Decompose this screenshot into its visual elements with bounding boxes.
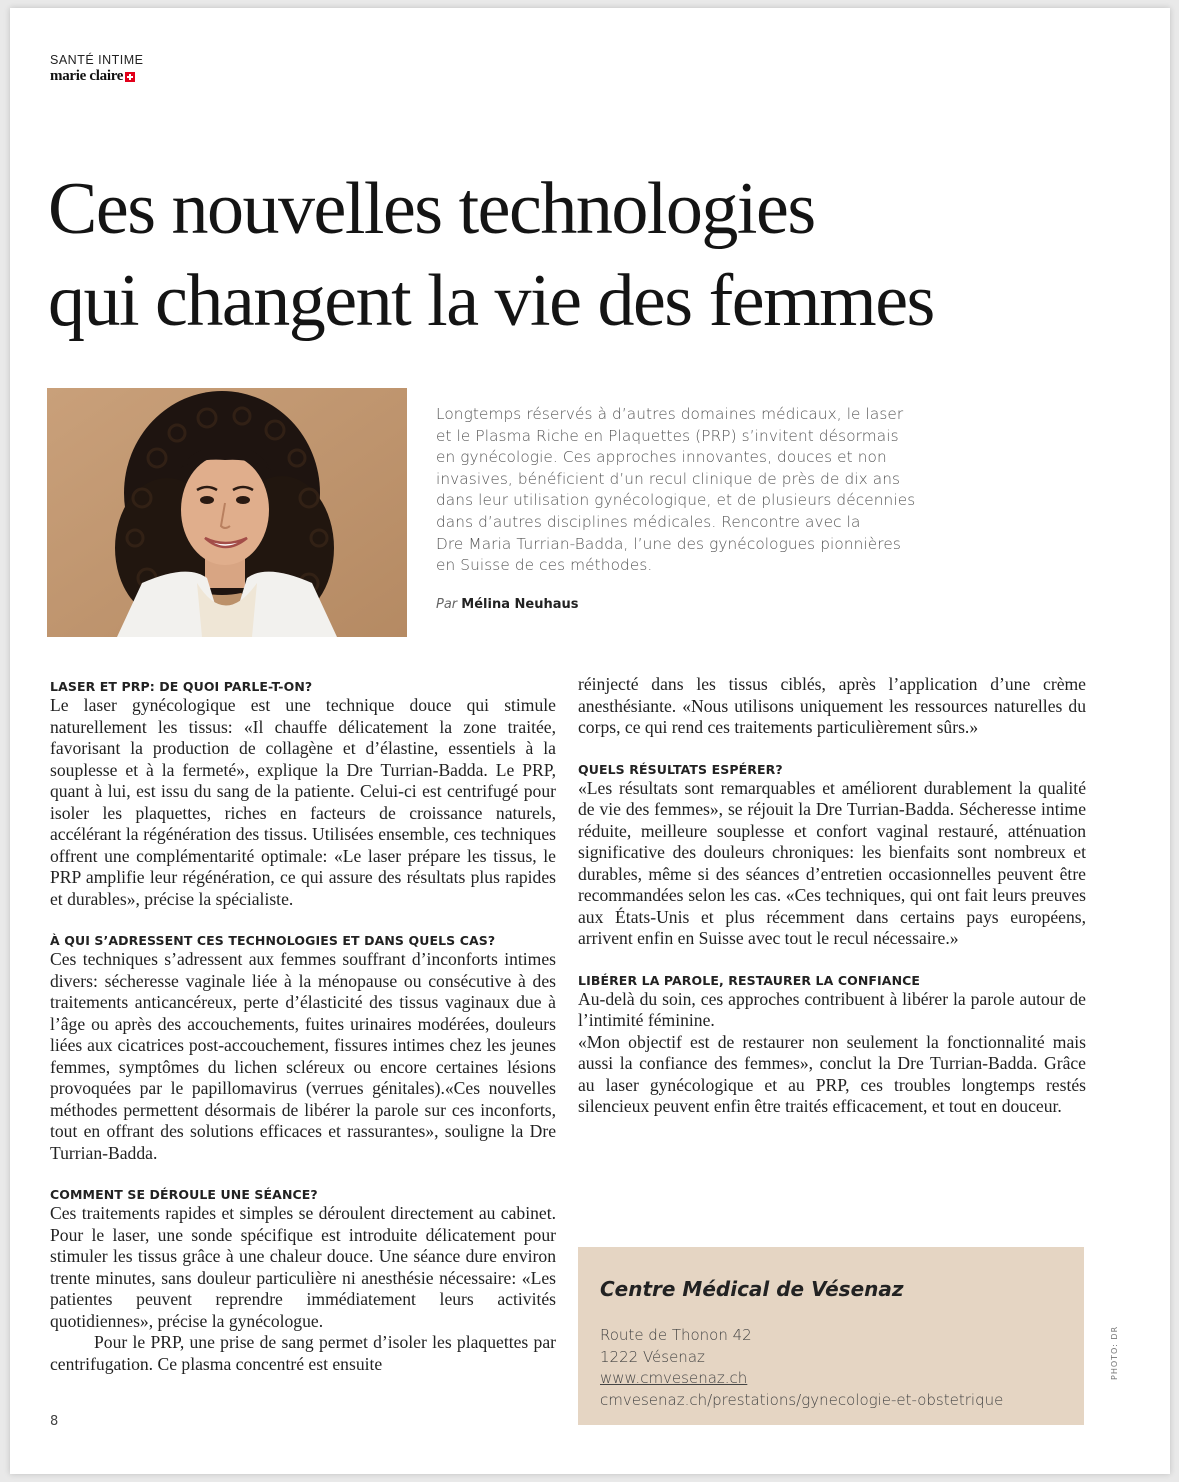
intro-line: dans d’autres disciplines médicales. Rencontre avec la [436, 512, 861, 531]
intro-line: en Suisse de ces méthodes. [436, 556, 653, 575]
section-heading: À QUI S’ADRESSENT CES TECHNOLOGIES ET DANS QUELS CAS? [50, 933, 496, 948]
intro-paragraph [436, 404, 956, 577]
section-body: Ces traitements rapides et simples se déroulent directement au cabinet. Pour le laser, une sonde spécifique est introduite délicatement pour stimuler les tissus grâce à une chaleur douce. Une séance dure environ trente minutes, sans douleur particulière ni anesthésie nécessaire: «Les patientes peuvent reprendre immédiatement leurs activités quotidiennes», précise la gynécologue. [50, 1203, 556, 1331]
clinic-name: Centre Médical de Vésenaz [600, 1277, 904, 1301]
clinic-address-street: Route de Thonon 42 [600, 1326, 752, 1344]
clinic-details [600, 1325, 1003, 1411]
magazine-page [10, 8, 1170, 1474]
photo-credit: PHOTO: DR [1110, 1325, 1119, 1380]
intro-line: et le Plasma Riche en Plaquettes (PRP) s’invitent désormais [436, 426, 899, 445]
section-heading: COMMENT SE DÉROULE UNE SÉANCE? [50, 1187, 318, 1202]
section-heading: QUELS RÉSULTATS ESPÉRER? [578, 761, 783, 777]
section-label: SANTÉ INTIME [50, 53, 144, 67]
intro-line: Dre Maria Turrian-Badda, l’une des gynécologues pionnières [436, 534, 901, 553]
clinic-service-url[interactable]: cmvesenaz.ch/prestations/gynecologie-et-obstetrique [600, 1390, 1004, 1409]
section-heading: LIBÉRER LA PAROLE, RESTAURER LA CONFIANCE [578, 972, 921, 988]
intro-line: Longtemps réservés à d’autres domaines médicaux, le laser [436, 405, 904, 423]
portrait-illustration [47, 388, 407, 637]
headline [48, 163, 1128, 347]
author-name: Mélina Neuhaus [461, 597, 579, 612]
intro-line: dans leur utilisation gynécologique, et de plusieurs décennies [436, 491, 916, 510]
headline-line-1: Ces nouvelles technologies [48, 168, 815, 250]
clinic-address-city: 1222 Vésenaz [600, 1347, 705, 1366]
clinic-info-box [578, 1247, 1084, 1425]
clinic-website-link[interactable]: www.cmvesenaz.ch [600, 1369, 748, 1387]
section-body: Pour le PRP, une prise de sang permet d’isoler les plaquettes par centrifugation. Ce plasma concentré est ensuite [50, 1332, 556, 1374]
article-column-left [50, 676, 556, 1375]
section-body: «Les résultats sont remarquables et améliorent durablement la qualité de vie des femmes», se réjouit la Dre Turrian-Badda. Sécheresse intime réduite, meilleure souplesse et confort vaginal restauré, atténuation significative des douleurs chroniques: les bienfaits sont nombreux et durables, même si des séances d’entretien occasionnelles peuvent être recommandées selon les cas. «Ces techniques, qui ont fait leurs preuves aux États-Unis et plus récemment dans certains pays européens, arrivent enfin en Suisse avec tout le recul nécessaire.» [578, 777, 1086, 948]
section-body: réinjecté dans les tissus ciblés, après l’application d’une crème anesthésiante. «Nous utilisons uniquement les ressources naturelles du corps, ce qui rend ces traitements particulièrement sûrs.» [578, 674, 1086, 737]
section-body: Le laser gynécologique est une technique douce qui stimule naturellement les tissus: «Il chauffe délicatement la zone traitée, favorisant la production de collagène et d’élastine, essentiels à la souplesse et à la fermeté», explique la Dre Turrian-Badda. Le PRP, quant à lui, est issu du sang de la patiente. Celui-ci est centrifugé pour isoler les plaquettes, riches en facteurs de croissance naturels, accélérant la régénération des tissus. Utilisées ensemble, ces techniques offrent une complémentarité optimale: «Le laser prépare les tissus, le PRP amplifie leur régénération, ce qui assure des résultats plus rapides et durables», précise la spécialiste. [50, 695, 556, 909]
intro-line: invasives, bénéficient d’un recul clinique de près de dix ans [436, 469, 901, 488]
byline [436, 597, 579, 612]
section-heading: LASER ET PRP: DE QUOI PARLE-T-ON? [50, 679, 313, 694]
headline-line-2: qui changent la vie des femmes [48, 260, 934, 342]
article-column-right [578, 674, 1086, 1118]
section-body: Au-delà du soin, ces approches contribuent à libérer la parole autour de l’intimité féminine. [578, 988, 1086, 1030]
section-body: Ces techniques s’adressent aux femmes souffrant d’inconforts intimes divers: sécheresse vaginale liée à la ménopause ou consécutive à des traitements anticancéreux, perte d’élasticité des tissus vaginaux due à l’âge ou après des accouchements, fuites urinaires modérées, douleurs liées aux cicatrices post-accouchement, fissures intimes chez les jeunes femmes, symptômes du lichen scléreux ou encore certaines lésions provoquées par le papillomavirus (verrues génitales).«Ces nouvelles méthodes permettent désormais de libérer la parole sur ces inconforts, tout en offrant des solutions efficaces et rassurantes», souligne la Dre Turrian-Badda. [50, 949, 556, 1163]
page-number: 8 [50, 1414, 59, 1429]
swiss-flag-icon [125, 72, 135, 82]
portrait-photo [47, 388, 407, 637]
brand-logo [50, 68, 135, 85]
byline-prefix: Par [436, 597, 458, 612]
intro-line: en gynécologie. Ces approches innovantes, douces et non [436, 448, 887, 467]
brand-name: marie claire [50, 68, 124, 84]
section-body: «Mon objectif est de restaurer non seulement la fonctionnalité mais aussi la confiance des femmes», conclut la Dre Turrian-Badda. Grâce au laser gynécologique et au PRP, ces troubles longtemps restés silencieux peuvent enfin être traités efficacement, et tout en douceur. [578, 1031, 1086, 1116]
